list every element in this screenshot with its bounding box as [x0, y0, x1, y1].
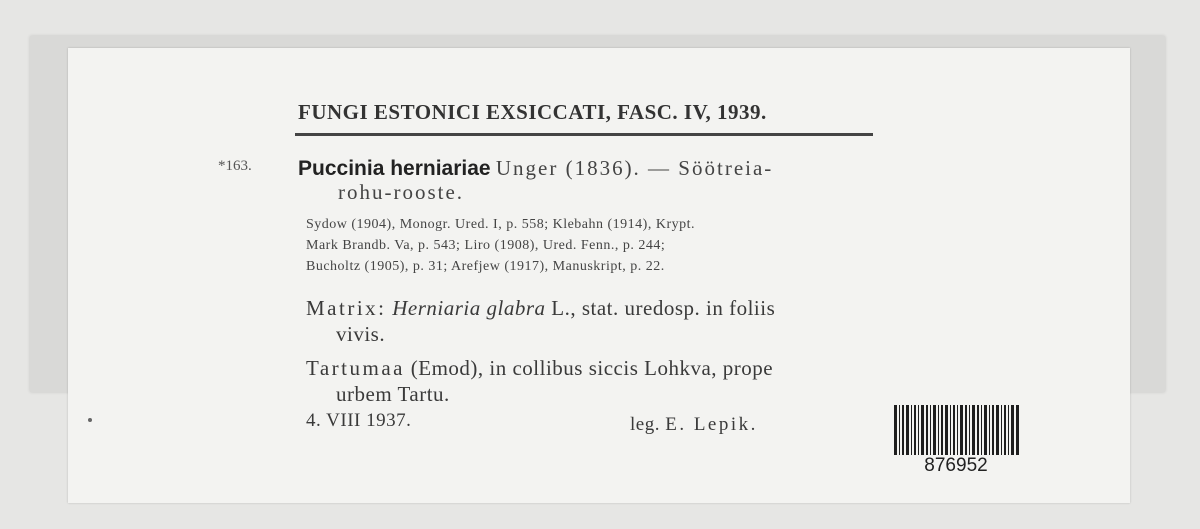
ink-dot [88, 418, 92, 422]
species-authority: Unger (1836). — Söötreia- [495, 156, 774, 180]
collector-prefix: leg. [630, 414, 660, 435]
species-name: Puccinia herniariae [298, 157, 491, 180]
references [306, 214, 956, 277]
barcode-image [894, 405, 1019, 455]
specimen-number: *163. [218, 158, 252, 174]
series-title: FUNGI ESTONICI EXSICCATI, FASC. IV, 1939. [298, 100, 767, 124]
locality-line [306, 356, 773, 381]
collector-line [630, 414, 758, 436]
host-name: Herniaria glabra [392, 296, 546, 320]
matrix-line [306, 296, 775, 321]
locality-detail: (Emod), in collibus siccis Lohkva, prope [410, 356, 774, 380]
reference-line: Mark Brandb. Va, p. 543; Liro (1908), Ured. Fenn., p. 244; [306, 238, 666, 253]
species-line [298, 156, 773, 181]
reference-line: Sydow (1904), Monogr. Ured. I, p. 558; Klebahn (1914), Krypt. [306, 217, 696, 232]
collection-date: 4. VIII 1937. [306, 410, 412, 431]
barcode-number: 876952 [924, 455, 988, 476]
collector-name: E. Lepik. [665, 414, 758, 435]
title-underline [295, 133, 873, 136]
matrix-continuation: vivis. [336, 322, 386, 346]
locality-continuation: urbem Tartu. [336, 382, 450, 406]
common-name-continuation: rohu-rooste. [338, 180, 465, 204]
matrix-label: Matrix: [306, 296, 387, 320]
locality-region: Tartumaa [306, 356, 405, 380]
reference-line: Bucholtz (1905), p. 31; Arefjew (1917), Manuskript, p. 22. [306, 259, 665, 274]
matrix-detail: L., stat. uredosp. in foliis [551, 296, 776, 320]
